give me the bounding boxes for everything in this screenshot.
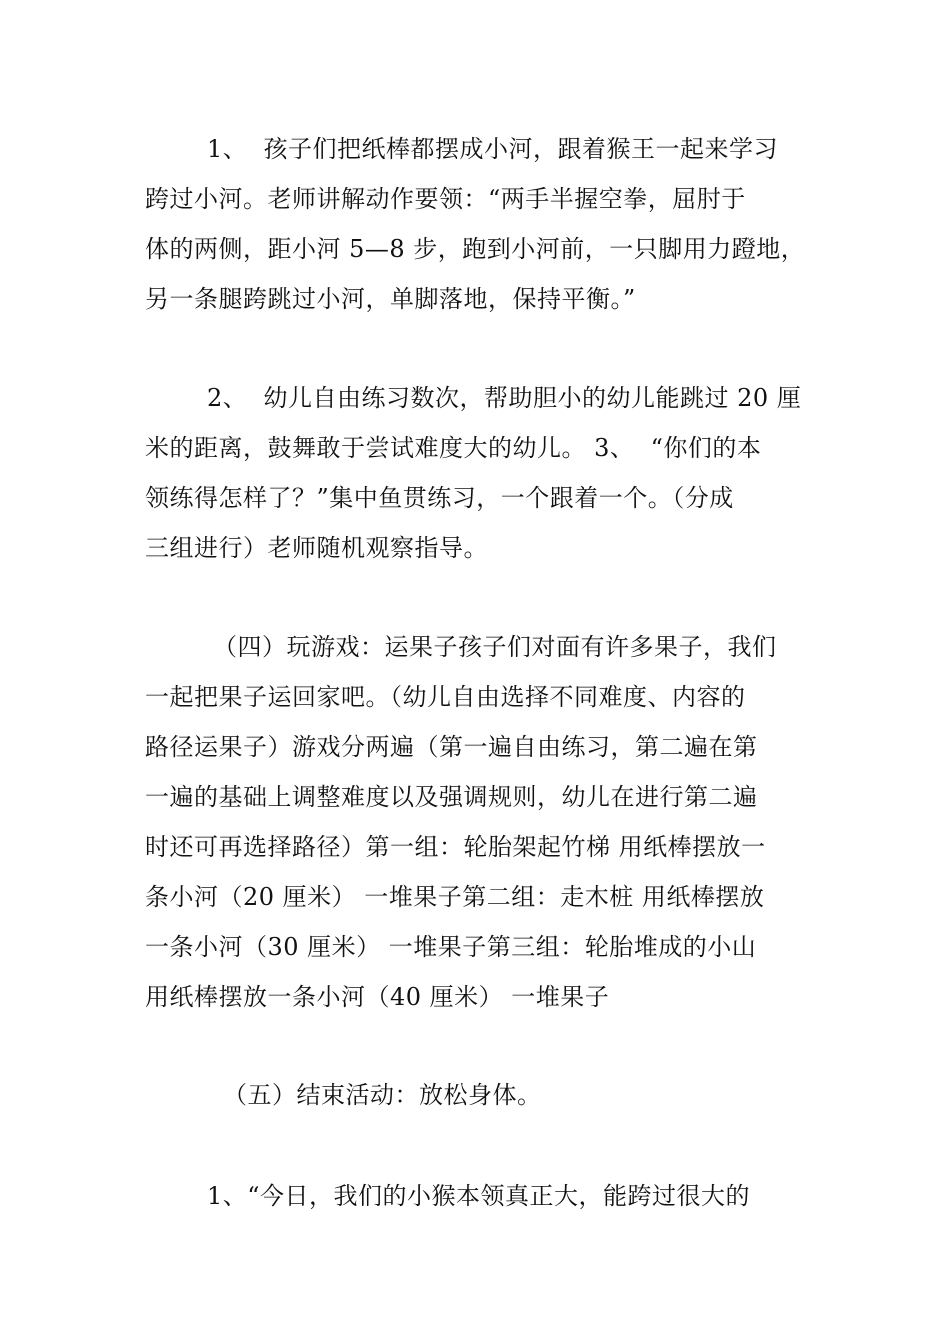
text-line: 一遍的基础上调整难度以及强调规则，幼儿在进行第二遍 [145,783,758,811]
text-line: 1、“今日，我们的小猴本领真正大，能跨过很大的 [207,1182,751,1210]
text-line: 1、 孩子们把纸棒都摆成小河，跟着猴王一起来学习 [207,135,779,163]
text-line: （四）玩游戏：运果子孩子们对面有许多果子，我们 [213,633,777,661]
text-line: 条小河（20 厘米） 一堆果子第二组：走木桩 用纸棒摆放 [145,883,765,911]
text-line: 三组进行）老师随机观察指导。 [145,534,488,562]
paragraph-3 [145,622,825,1022]
text-line: 时还可再选择路径）第一组：轮胎架起竹梯 用纸棒摆放一 [145,833,766,861]
text-line: 米的距离，鼓舞敢于尝试难度大的幼儿。 3、 “你们的本 [145,434,762,462]
text-line: 另一条腿跨跳过小河，单脚落地，保持平衡。” [145,285,636,313]
text-line: （五）结束活动：放松身体。 [223,1081,542,1109]
text-line: 一条小河（30 厘米） 一堆果子第三组：轮胎堆成的小山 [145,933,757,961]
paragraph-5 [145,1171,825,1221]
text-line: 跨过小河。老师讲解动作要领：“两手半握空拳，屈肘于 [145,185,746,213]
text-line: 一起把果子运回家吧。（幼儿自由选择不同难度、内容的 [145,683,746,711]
text-line: 2、 幼儿自由练习数次，帮助胆小的幼儿能跳过 20 厘 [207,384,802,412]
text-line: 用纸棒摆放一条小河（40 厘米） 一堆果子 [145,983,610,1011]
paragraph-4 [145,1070,825,1120]
text-line: 路径运果子）游戏分两遍（第一遍自由练习，第二遍在第 [145,733,758,761]
text-line: 体的两侧，距小河 5—8 步，跑到小河前，一只脚用力蹬地， [145,235,806,263]
paragraph-1 [145,124,825,324]
paragraph-2 [145,373,825,573]
text-line: 领练得怎样了？”集中鱼贯练习，一个跟着一个。（分成 [145,484,734,512]
